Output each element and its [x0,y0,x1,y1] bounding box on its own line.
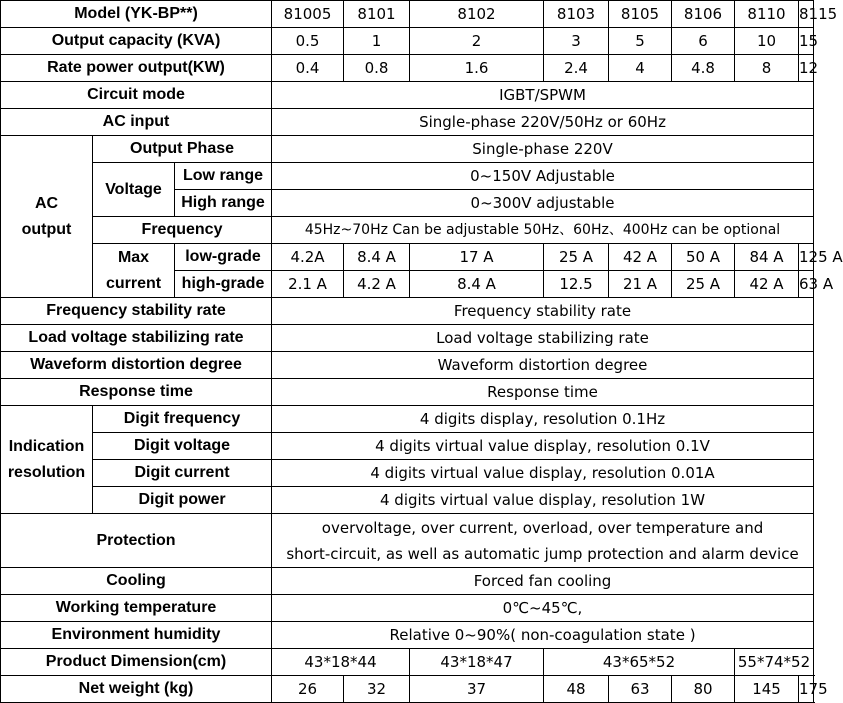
rate-power-value: 8 [735,55,799,82]
ac-input-label: AC input [1,109,272,136]
digit-current-value: 4 digits virtual value display, resolution 0.01A [272,460,814,487]
circuit-value: IGBT/SPWM [272,82,814,109]
capacity-value: 5 [609,28,672,55]
high-grade-value: 25 A [672,271,735,298]
ac-output-label-line1: AC [34,194,59,212]
low-grade-value: 42 A [609,244,672,271]
response-label: Response time [1,379,272,406]
dimension-value: 43*18*47 [410,649,544,676]
response-value: Response time [272,379,814,406]
dimension-value: 43*18*44 [272,649,410,676]
rate-power-value: 1.6 [410,55,544,82]
high-range-label: High range [175,190,272,217]
load-voltage-label: Load voltage stabilizing rate [1,325,272,352]
model-value: 8106 [672,1,735,28]
capacity-row [1,28,814,55]
low-range-value: 0~150V Adjustable [272,163,814,190]
high-grade-label: high-grade [175,271,272,298]
digit-power-value: 4 digits virtual value display, resolution 1W [272,487,814,514]
output-phase-row [1,136,814,163]
waveform-value: Waveform distortion degree [272,352,814,379]
working-temp-label: Working temperature [1,595,272,622]
weight-value: 63 [609,676,672,703]
circuit-row [1,82,814,109]
frequency-value: 45Hz~70Hz Can be adjustable 50Hz、60Hz、400Hz can be optional [272,217,814,244]
freq-stability-label: Frequency stability rate [1,298,272,325]
weight-value: 48 [544,676,609,703]
capacity-value: 15 [799,28,814,55]
protection-value [272,514,814,568]
high-grade-value: 8.4 A [410,271,544,298]
high-range-value: 0~300V adjustable [272,190,814,217]
rate-power-value: 4 [609,55,672,82]
low-grade-value: 8.4 A [344,244,410,271]
humidity-label: Environment humidity [1,622,272,649]
digit-frequency-row [1,406,814,433]
max-current-label-line2: current [105,274,162,292]
weight-row [1,676,814,703]
model-label: Model (YK-BP**) [1,1,272,28]
load-voltage-row [1,325,814,352]
dimension-value: 43*65*52 [544,649,735,676]
model-value: 81005 [272,1,344,28]
waveform-label: Waveform distortion degree [1,352,272,379]
ac-output-label [1,136,93,298]
voltage-low-row [1,163,814,190]
weight-value: 37 [410,676,544,703]
waveform-row [1,352,814,379]
high-grade-value: 12.5 [544,271,609,298]
protection-row [1,514,814,568]
protection-line2: short-circuit, as well as automatic jump protection and alarm device [286,544,799,563]
low-grade-label: low-grade [175,244,272,271]
model-value: 8110 [735,1,799,28]
high-grade-value: 21 A [609,271,672,298]
capacity-value: 0.5 [272,28,344,55]
model-value: 8102 [410,1,544,28]
ac-input-row [1,109,814,136]
max-current-label-line1: Max [117,248,150,266]
max-current-label [93,244,175,298]
indication-label-line2: resolution [7,463,86,481]
digit-voltage-value: 4 digits virtual value display, resolution 0.1V [272,433,814,460]
low-grade-value: 17 A [410,244,544,271]
output-phase-value: Single-phase 220V [272,136,814,163]
low-range-label: Low range [175,163,272,190]
digit-current-row [1,460,814,487]
digit-voltage-label: Digit voltage [93,433,272,460]
digit-voltage-row [1,433,814,460]
model-value: 8115 [799,1,814,28]
dimension-label: Product Dimension(cm) [1,649,272,676]
model-row [1,1,814,28]
low-grade-value: 4.2A [272,244,344,271]
rate-power-value: 0.4 [272,55,344,82]
voltage-label: Voltage [93,163,175,217]
indication-label-line1: Indication [8,437,85,455]
capacity-value: 2 [410,28,544,55]
weight-value: 26 [272,676,344,703]
high-grade-value: 63 A [799,271,814,298]
digit-power-label: Digit power [93,487,272,514]
frequency-label: Frequency [93,217,272,244]
capacity-value: 3 [544,28,609,55]
working-temp-row [1,595,814,622]
cooling-row [1,568,814,595]
freq-stability-value: Frequency stability rate [272,298,814,325]
digit-power-row [1,487,814,514]
weight-value: 145 [735,676,799,703]
weight-value: 80 [672,676,735,703]
current-low-row [1,244,814,271]
load-voltage-value: Load voltage stabilizing rate [272,325,814,352]
indication-label [1,406,93,514]
model-value: 8101 [344,1,410,28]
model-value: 8105 [609,1,672,28]
dimension-row [1,649,814,676]
high-grade-value: 4.2 A [344,271,410,298]
rate-power-value: 2.4 [544,55,609,82]
low-grade-value: 50 A [672,244,735,271]
protection-line1: overvoltage, over current, overload, over temperature and [321,518,764,537]
response-row [1,379,814,406]
low-grade-value: 125 A [799,244,814,271]
high-grade-value: 2.1 A [272,271,344,298]
rate-power-value: 0.8 [344,55,410,82]
digit-frequency-label: Digit frequency [93,406,272,433]
rate-power-value: 4.8 [672,55,735,82]
capacity-value: 1 [344,28,410,55]
working-temp-value: 0℃~45℃, [272,595,814,622]
rate-power-value: 12 [799,55,814,82]
digit-current-label: Digit current [93,460,272,487]
rate-power-label: Rate power output(KW) [1,55,272,82]
weight-value: 175 [799,676,814,703]
protection-label: Protection [1,514,272,568]
model-value: 8103 [544,1,609,28]
cooling-label: Cooling [1,568,272,595]
capacity-value: 10 [735,28,799,55]
weight-label: Net weight (kg) [1,676,272,703]
digit-frequency-value: 4 digits display, resolution 0.1Hz [272,406,814,433]
capacity-value: 6 [672,28,735,55]
weight-value: 32 [344,676,410,703]
circuit-label: Circuit mode [1,82,272,109]
low-grade-value: 84 A [735,244,799,271]
low-grade-value: 25 A [544,244,609,271]
humidity-value: Relative 0~90%( non-coagulation state ) [272,622,814,649]
freq-stability-row [1,298,814,325]
output-phase-label: Output Phase [93,136,272,163]
rate-power-row [1,55,814,82]
high-grade-value: 42 A [735,271,799,298]
humidity-row [1,622,814,649]
frequency-row [1,217,814,244]
ac-output-label-line2: output [21,220,72,238]
dimension-value: 55*74*52 [735,649,814,676]
cooling-value: Forced fan cooling [272,568,814,595]
capacity-label: Output capacity (KVA) [1,28,272,55]
ac-input-value: Single-phase 220V/50Hz or 60Hz [272,109,814,136]
